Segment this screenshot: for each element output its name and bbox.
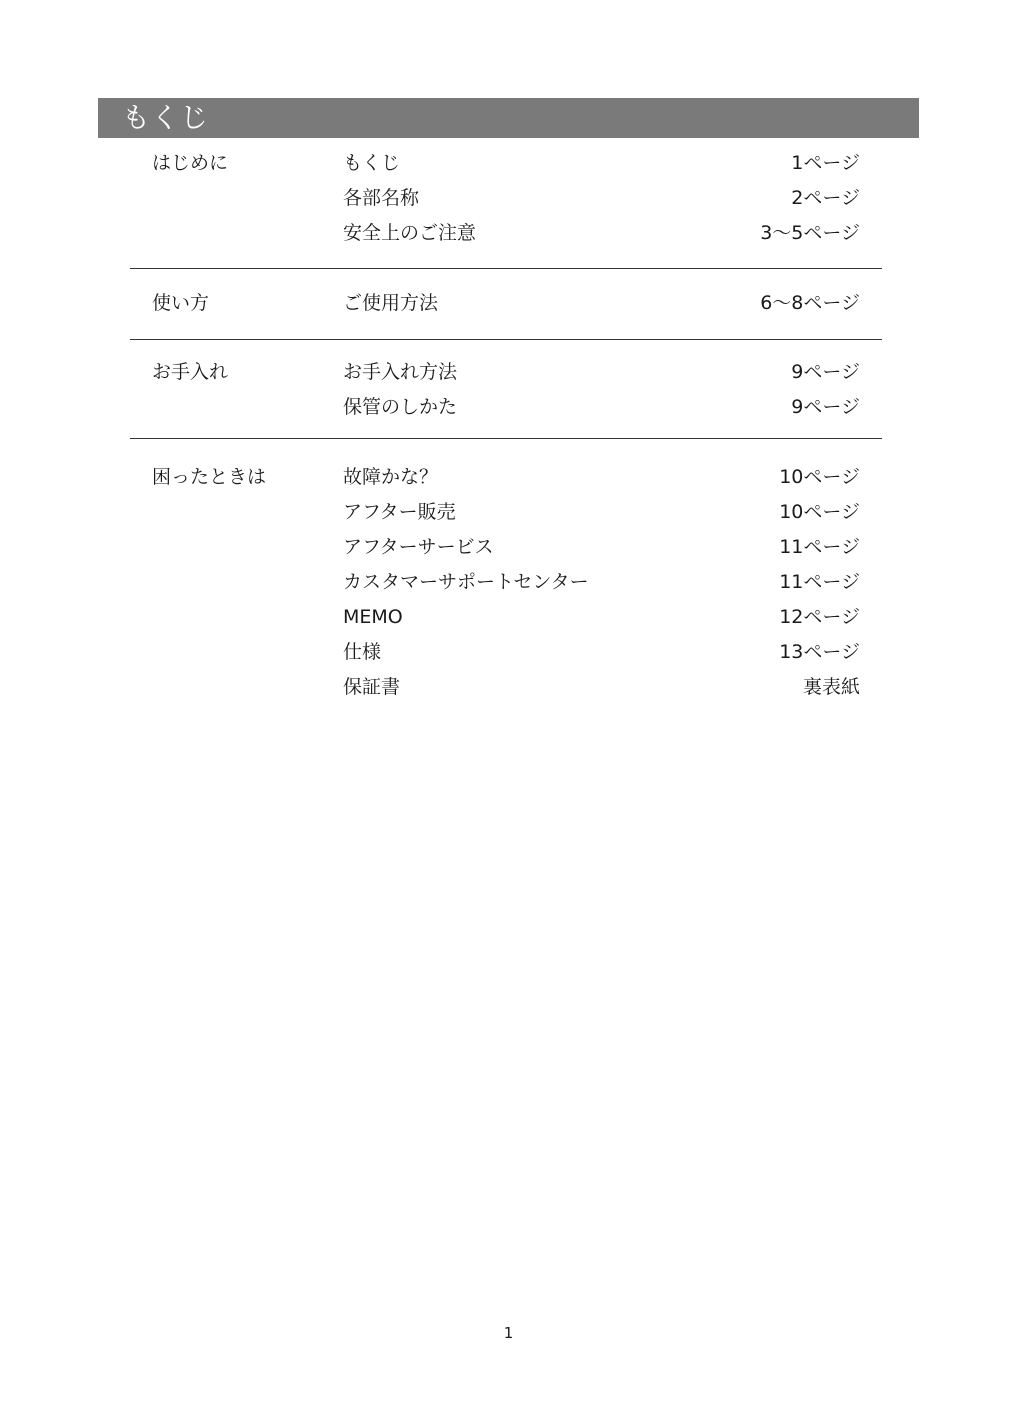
toc-row [130,495,882,530]
section-category: お手入れ [152,361,229,383]
section-category: 使い方 [152,292,210,314]
toc-item-page: 3〜5ページ [760,222,860,244]
section-category: 困ったときは [152,466,267,488]
toc-item-page: 11ページ [779,536,860,558]
toc-item-page: 13ページ [779,641,860,663]
toc-item-page: 12ページ [779,606,860,628]
toc-item-label[interactable]: MEMO [343,606,403,628]
table-of-contents [130,146,882,719]
toc-item-page: 裏表紙 [802,676,860,698]
toc-item-page: 1ページ [791,152,860,174]
toc-item-label[interactable]: ご使用方法 [343,292,439,314]
toc-row [130,460,882,495]
toc-row [130,530,882,565]
toc-row [130,216,882,251]
toc-row [130,181,882,216]
toc-section-troubleshooting [130,439,882,719]
toc-item-page: 11ページ [779,571,860,593]
toc-item-label[interactable]: お手入れ方法 [343,361,458,383]
toc-section-introduction [130,146,882,269]
toc-item-label[interactable]: アフター販売 [343,501,456,523]
toc-item-label[interactable]: 安全上のご注意 [343,222,477,244]
toc-item-page: 6〜8ページ [760,292,860,314]
toc-item-label[interactable]: 各部名称 [343,187,420,209]
page-title: もくじ [98,98,919,138]
toc-item-label[interactable]: 保管のしかた [343,396,458,418]
toc-row [130,670,882,705]
page-number: 1 [503,1324,514,1342]
section-category: はじめに [152,152,229,174]
toc-item-page: 2ページ [791,187,860,209]
toc-item-label[interactable]: カスタマーサポートセンター [343,571,589,593]
toc-item-page: 9ページ [791,361,860,383]
toc-item-label[interactable]: もくじ [343,152,401,174]
toc-item-label[interactable]: 仕様 [343,641,382,663]
toc-row [130,390,882,425]
toc-item-page: 9ページ [791,396,860,418]
toc-item-label[interactable]: アフターサービス [343,536,494,558]
toc-section-usage [130,269,882,340]
toc-row [130,146,882,181]
toc-row [130,635,882,670]
toc-item-label[interactable]: 保証書 [343,676,401,698]
toc-item-label[interactable]: 故障かな？ [343,466,439,488]
toc-section-care [130,340,882,439]
toc-item-page: 10ページ [779,466,860,488]
toc-item-page: 10ページ [779,501,860,523]
toc-row [130,286,882,321]
toc-row [130,565,882,600]
toc-row [130,600,882,635]
toc-row [130,355,882,390]
